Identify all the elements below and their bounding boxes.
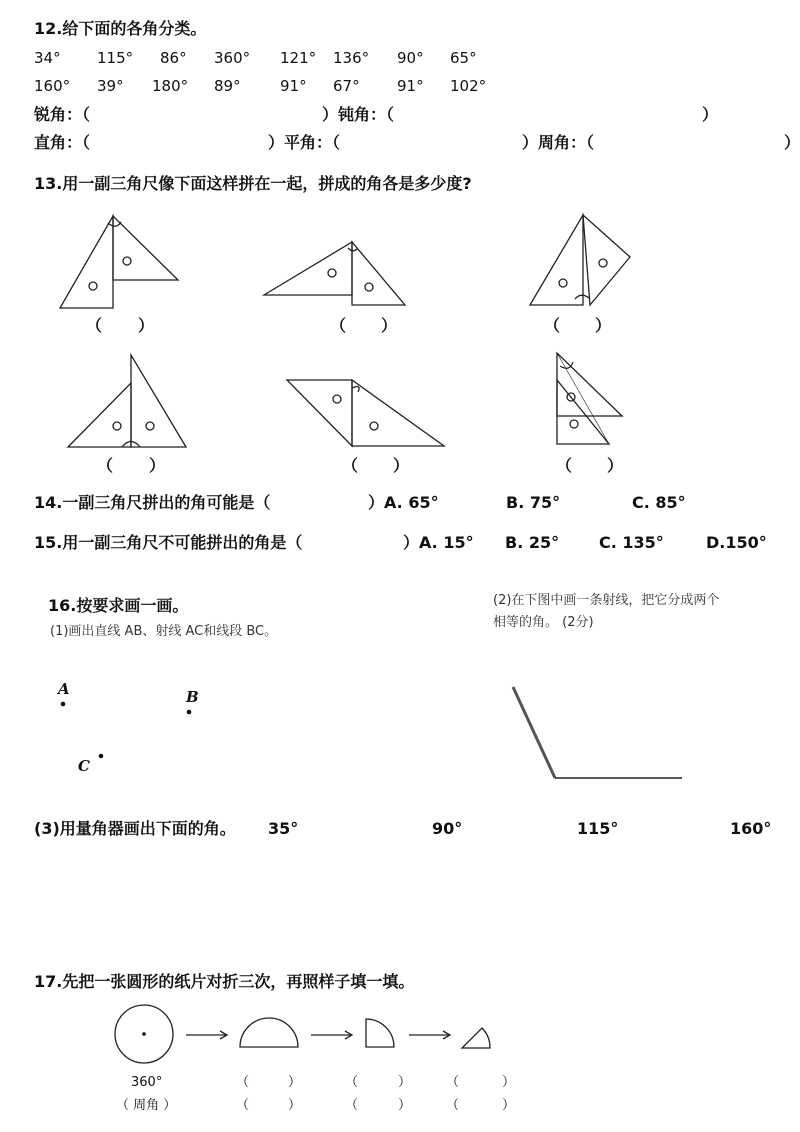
q12-angle: 91° <box>280 77 307 95</box>
blank-open: （ <box>342 456 359 475</box>
q12-angle: 89° <box>214 77 241 95</box>
blank-close: ） <box>398 1075 412 1090</box>
q15-option-c: C. 135° <box>599 533 664 552</box>
obtuse-label: 钝角：（ <box>338 105 395 124</box>
blank-open: （ <box>544 316 561 335</box>
draw-angle-35: 35° <box>268 819 299 838</box>
blank-open: （ <box>446 1075 460 1090</box>
blank-close: ） <box>595 316 612 335</box>
blank-open: （ <box>330 316 347 335</box>
q12-angle: 67° <box>333 77 360 95</box>
example-name: （ 周角 ） <box>116 1098 177 1113</box>
q12-angle: 160° <box>34 77 71 95</box>
q16-part3: (3)用量角器画出下面的角。 <box>34 819 236 838</box>
draw-angle-115: 115° <box>577 819 619 838</box>
right-angle-close: ） <box>268 133 285 152</box>
straight-angle-close: ） <box>522 133 539 152</box>
draw-angle-160: 160° <box>730 819 772 838</box>
q12-angle: 39° <box>97 77 124 95</box>
q12-angle: 65° <box>450 49 477 67</box>
blank-close: ） <box>502 1098 516 1113</box>
full-circle <box>115 1005 173 1063</box>
half-circle <box>240 1018 298 1047</box>
acute-label: 锐角：（ <box>34 105 91 124</box>
q16-title: 16.按要求画一画。 <box>48 596 189 615</box>
blank-close: ） <box>381 316 398 335</box>
blank-close: ） <box>288 1075 302 1090</box>
blank-open: （ <box>345 1075 359 1090</box>
blank-open: （ <box>446 1098 460 1113</box>
blank-close: ） <box>398 1098 412 1113</box>
full-angle-close: ） <box>784 133 800 152</box>
q15-option-d: D.150° <box>706 533 767 552</box>
q12-title: 12.给下面的各角分类。 <box>34 19 207 38</box>
point-b-label: B <box>186 688 199 706</box>
q16-part2-line2: 相等的角。 (2分) <box>493 615 594 630</box>
q12-angle: 86° <box>160 49 187 67</box>
q13-title: 13.用一副三角尺像下面这样拼在一起，拼成的角各是多少度? <box>34 174 472 193</box>
q12-angle: 34° <box>34 49 61 67</box>
q12-angle: 115° <box>97 49 134 67</box>
obtuse-close: ） <box>702 105 719 124</box>
blank-open: （ <box>97 456 114 475</box>
arrow-2 <box>311 1031 352 1039</box>
q12-angle: 90° <box>397 49 424 67</box>
blank-close: ） <box>138 316 155 335</box>
blank-open: （ <box>556 456 573 475</box>
blank-close: ） <box>149 456 166 475</box>
q14-option-b: B. 75° <box>506 493 561 512</box>
q12-angle: 180° <box>152 77 189 95</box>
acute-close: ） <box>322 105 339 124</box>
example-degree: 360° <box>131 1075 163 1090</box>
q16-part1: (1)画出直线 AB、射线 AC和线段 BC。 <box>50 624 278 639</box>
right-angle-label: 直角：（ <box>34 133 91 152</box>
q12-angle: 102° <box>450 77 487 95</box>
point-c-label: C <box>78 757 90 775</box>
q12-angle: 360° <box>214 49 251 67</box>
blank-close: ） <box>393 456 410 475</box>
eighth-circle <box>462 1028 490 1048</box>
q14-option-c: C. 85° <box>632 493 686 512</box>
q16-part2-line1: (2)在下图中画一条射线，把它分成两个 <box>493 593 720 608</box>
q14-text: 14.一副三角尺拼出的角可能是（ <box>34 493 271 512</box>
blank-open: （ <box>236 1075 250 1090</box>
blank-close: ） <box>288 1098 302 1113</box>
quarter-circle <box>366 1019 394 1047</box>
blank-open: （ <box>86 316 103 335</box>
q15-option-a: ）A. 15° <box>403 533 474 552</box>
q15-text: 15.用一副三角尺不可能拼出的角是（ <box>34 533 303 552</box>
draw-angle-90: 90° <box>432 819 463 838</box>
q14-option-a: ）A. 65° <box>368 493 439 512</box>
arrow-3 <box>409 1031 450 1039</box>
q12-angle: 136° <box>333 49 370 67</box>
blank-close: ） <box>607 456 624 475</box>
q12-angle: 121° <box>280 49 317 67</box>
straight-angle-label: 平角：（ <box>284 133 341 152</box>
point-a-label: A <box>58 680 70 698</box>
blank-open: （ <box>345 1098 359 1113</box>
arrow-1 <box>186 1031 227 1039</box>
q17-title: 17.先把一张圆形的纸片对折三次，再照样子填一填。 <box>34 972 415 991</box>
blank-open: （ <box>236 1098 250 1113</box>
q15-option-b: B. 25° <box>505 533 560 552</box>
q12-angle: 91° <box>397 77 424 95</box>
blank-close: ） <box>502 1075 516 1090</box>
full-angle-label: 周角：（ <box>538 133 595 152</box>
